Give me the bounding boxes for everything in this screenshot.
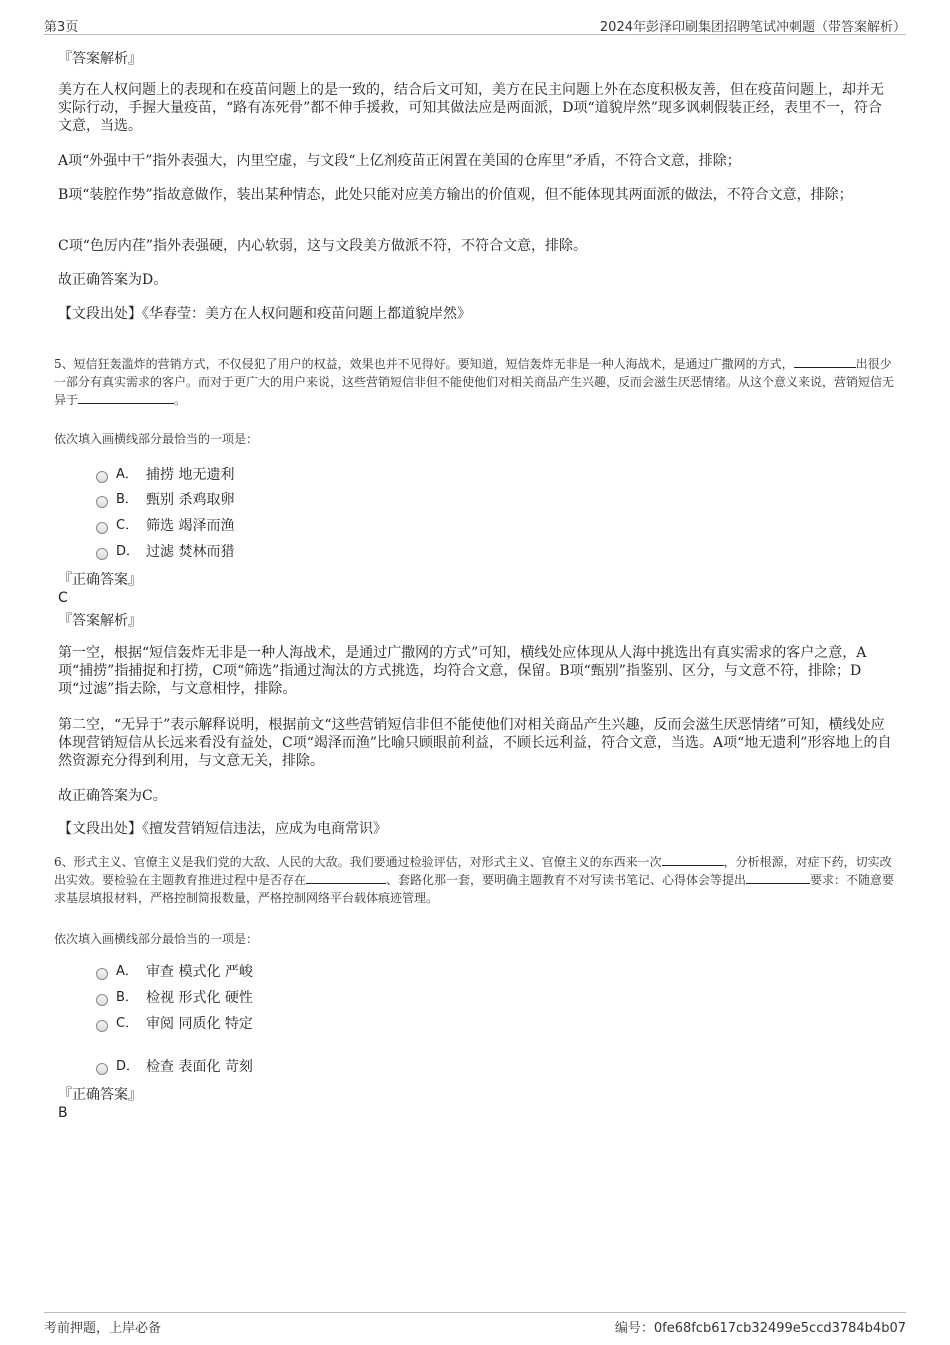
q5-correct-label: 『正确答案』: [58, 572, 142, 588]
radio-icon[interactable]: [96, 548, 108, 560]
radio-icon[interactable]: [96, 496, 108, 508]
blank-3: [746, 871, 810, 884]
page-footer: [44, 1312, 906, 1335]
q5-correct-answer: C: [58, 590, 68, 606]
q4-analysis-p4: C项“色厉内荏”指外表强硬，内心软弱，这与文段美方做派不符，不符合文意，排除。: [58, 238, 588, 254]
q4-conclusion: 故正确答案为D。: [58, 272, 168, 288]
radio-icon[interactable]: [96, 994, 108, 1006]
q4-analysis-p1: 美方在人权问题上的表现和在疫苗问题上的是一致的，结合后文可知，美方在民主问题上外在态度积极友善，但在疫苗问题上，却并无实际行动，手握大量疫苗，“路有冻死骨”都不伸手援救，可知其做法应是两面派，D项“道貌岸然”现多讽刺假装正经，表里不一，符合文意，当选。: [58, 82, 884, 134]
radio-icon[interactable]: [96, 1020, 108, 1032]
q6-option-a[interactable]: A． 审查 模式化 严峻: [96, 963, 253, 981]
radio-icon[interactable]: [96, 522, 108, 534]
q5-option-d[interactable]: D． 过滤 焚林而猎: [96, 543, 234, 561]
radio-icon[interactable]: [96, 968, 108, 980]
q4-analysis-label: 『答案解析』: [58, 51, 142, 67]
radio-icon[interactable]: [96, 1063, 108, 1075]
q5-option-a[interactable]: A． 捕捞 地无遗利: [96, 466, 234, 484]
q5-option-c[interactable]: C． 筛选 竭泽而渔: [96, 517, 234, 535]
q5-option-b[interactable]: B． 甄别 杀鸡取卵: [96, 491, 234, 509]
page-header: [44, 14, 906, 35]
q5-stem: 5、短信狂轰滥炸的营销方式，不仅侵犯了用户的权益，效果也并不见得好。要知道，短信轰炸无非是一种人海战术，是通过广撒网的方式， 出很少一部分有真实需求的客户。而对于更广大的用户来说，这些营销短信非但不能使他们对相关商品产生兴趣，反而会滋生厌恶情绪。从这个意义来说，营销短信无异于 。: [54, 357, 895, 407]
q6-option-c[interactable]: C． 审阅 同质化 特定: [96, 1015, 253, 1033]
blank-2: [78, 391, 174, 404]
q5-analysis-p1: 第一空，根据“短信轰炸无非是一种人海战术，是通过广撒网的方式”可知，横线处应体现从人海中挑选出有真实需求的客户之意，A项“捕捞”指捕捉和打捞，C项“筛选”指通过淘汰的方式挑选，均符合文意，保留。B项“甄别”指鉴别、区分，与文意不符，排除；D项“过滤”指去除，与文意相悖，排除。: [58, 645, 867, 697]
page-number: 第3页: [44, 20, 79, 35]
footer-slogan: 考前押题，上岸必备: [44, 1321, 162, 1336]
q4-source: 【文段出处】《华春莹：美方在人权问题和疫苗问题上都道貌岸然》: [58, 306, 471, 322]
document-id: 编号：0fe68fcb617cb32499e5ccd3784b4b07: [614, 1321, 906, 1336]
q5-hint: 依次填入画横线部分最恰当的一项是：: [54, 432, 259, 446]
document-title: 2024年彭泽印刷集团招聘笔试冲刺题（带答案解析）: [599, 20, 906, 35]
q4-analysis-p2: A项“外强中干”指外表强大，内里空虚，与文段“上亿剂疫苗正闲置在美国的仓库里”矛盾，不符合文意，排除；: [58, 153, 741, 169]
q6-option-b[interactable]: B． 检视 形式化 硬性: [96, 989, 253, 1007]
blank-1: [662, 853, 724, 866]
q5-source: 【文段出处】《擅发营销短信违法，应成为电商常识》: [58, 821, 387, 837]
q6-hint: 依次填入画横线部分最恰当的一项是：: [54, 932, 259, 946]
q4-analysis-p3: B项“装腔作势”指故意做作，装出某种情态，此处只能对应美方输出的价值观，但不能体现其两面派的做法，不符合文意，排除；: [58, 187, 853, 203]
blank-1: [794, 355, 856, 368]
q5-conclusion: 故正确答案为C。: [58, 788, 167, 804]
q6-correct-answer: B: [58, 1105, 68, 1121]
radio-icon[interactable]: [96, 471, 108, 483]
blank-2: [306, 871, 386, 884]
q6-stem: 6、形式主义、官僚主义是我们党的大敌、人民的大敌。我们要通过检验评估，对形式主义、官僚主义的东西来一次 ，分析根源，对症下药，切实改出实效。要检验在主题教育推进过程中是否存在 、套路化那一套，要明确主题教育不对写读书笔记、心得体会等提出 要求：不随意要求基层填报材料，严格控制简报数量，严格控制网络平台载体痕迹管理。: [54, 855, 895, 905]
q5-analysis-label: 『答案解析』: [58, 613, 142, 629]
q6-option-d[interactable]: D． 检查 表面化 苛刻: [96, 1058, 253, 1076]
q6-correct-label: 『正确答案』: [58, 1087, 142, 1103]
q5-analysis-p2: 第二空，“无异于”表示解释说明，根据前文“这些营销短信非但不能使他们对相关商品产生兴趣，反而会滋生厌恶情绪”可知，横线处应体现营销短信从长远来看没有益处，C项“竭泽而渔”比喻只顾眼前利益，不顾长远利益，符合文意，当选。A项“地无遗利”形容地上的自然资源充分得到利用，与文意无关，排除。: [58, 717, 892, 769]
